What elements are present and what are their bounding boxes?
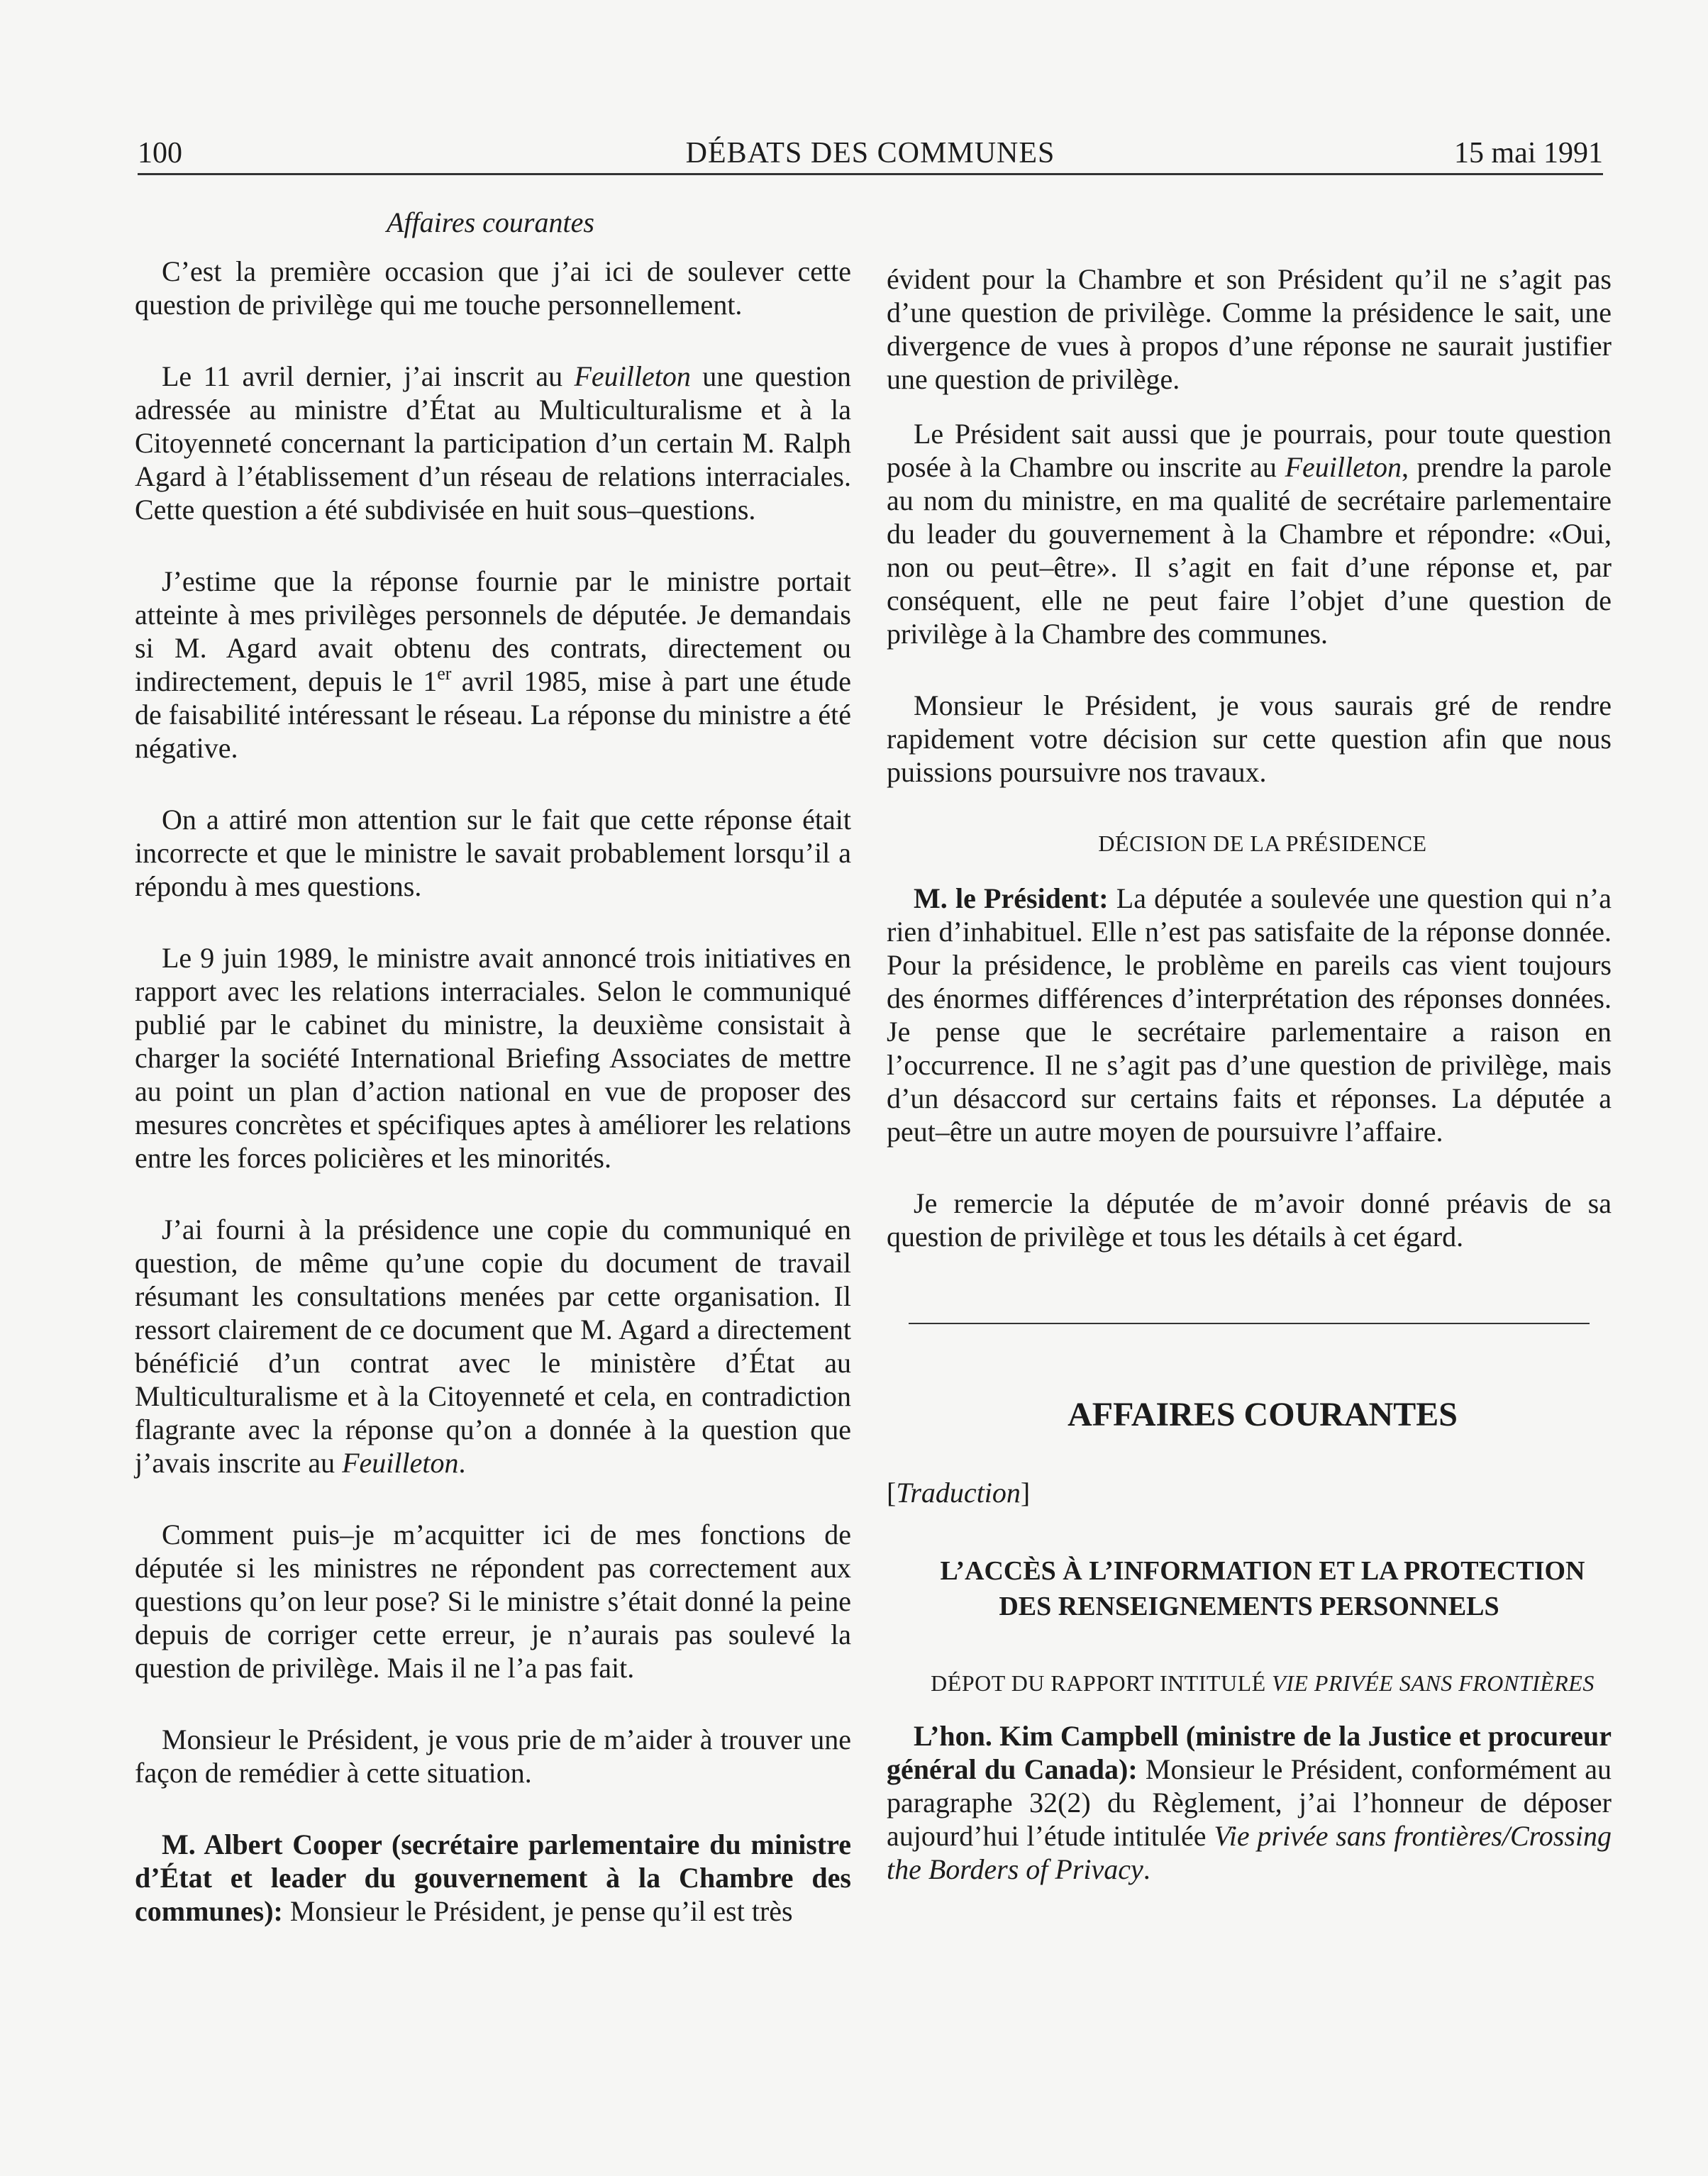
paragraph: Le 11 avril dernier, j’ai inscrit au Feuilleton une question adressée au ministre d’État au Multiculturalisme et à la Citoyenneté concernant la participation d’un certain M. Ralph Agard à l’établissement d’un réseau de relations interraciales. Cette question a été subdivisée en huit sous–questions. bbox=[135, 360, 851, 526]
paragraph: Monsieur le Président, je vous prie de m’aider à trouver une façon de remédier à cette situation. bbox=[135, 1723, 851, 1789]
paragraph: J’estime que la réponse fournie par le ministre portait atteinte à mes privilèges personnels de députée. Je demandais si M. Agard avait obtenu des contrats, directement ou indirectement, depuis le 1er avril 1985, mise à part une étude de faisabilité intéressant le réseau. La réponse du ministre a été négative. bbox=[135, 565, 851, 764]
speaker-name: M. le Président: bbox=[914, 882, 1109, 914]
paragraph: Comment puis–je m’acquitter ici de mes fonctions de députée si les ministres ne répondent pas correctement aux questions qu’on leur pose? Si le ministre s’était donné la peine depuis de corriger cette erreur, je n’aurais pas soulevé la question de privilège. Mais il ne l’a pas fait. bbox=[135, 1519, 851, 1684]
paragraph: L’hon. Kim Campbell (ministre de la Justice et procureur général du Canada): Monsieur le Président, conformément au paragraphe 32(2) du Règlement, j’ai l’honneur de déposer aujourd’hui l’étude intitulée Vie privée sans frontières/Crossing the Borders of Privacy. bbox=[887, 1720, 1612, 1885]
paragraph: Le Président sait aussi que je pourrais, pour toute question posée à la Chambre ou inscrite au Feuilleton, prendre la parole au nom du ministre, en ma qualité de secrétaire parlementaire du leader du gouvernement à la Chambre et répondre: «Oui, non ou peut–être». Il s’agit en fait d’une réponse et, par conséquent, elle ne peut faire l’objet d’une question de privilège à la Chambre des communes. bbox=[887, 418, 1612, 650]
publication-title: DÉBATS DES COMMUNES bbox=[685, 137, 1055, 170]
topic-heading: L’ACCÈS À L’INFORMATION ET LA PROTECTION DES RENSEIGNEMENTS PERSONNELS bbox=[940, 1556, 1585, 1621]
page-number: 100 bbox=[138, 137, 182, 170]
section-heading: Affaires courantes bbox=[387, 206, 594, 238]
translation-tag: [Traduction] bbox=[887, 1477, 1031, 1509]
paragraph: Le 9 juin 1989, le ministre avait annoncé trois initiatives en rapport avec les relations interraciales. Selon le communiqué publié par le cabinet du ministre, la deuxième consistait à charger la société International Briefing Associates de mettre au point un plan d’action national en vue de proposer des mesures concrètes et spécifiques aptes à améliorer les relations entre les forces policières et les minorités. bbox=[135, 942, 851, 1174]
paragraph: Monsieur le Président, je vous saurais gré de rendre rapidement votre décision sur cette question afin que nous puissions poursuivre nos travaux. bbox=[887, 689, 1612, 788]
paragraph: Je remercie la députée de m’avoir donné préavis de sa question de privilège et tous les détails à cet égard. bbox=[887, 1187, 1612, 1253]
right-column bbox=[887, 262, 1612, 1886]
publication-date: 15 mai 1991 bbox=[1454, 137, 1603, 170]
paragraph: évident pour la Chambre et son Président qu’il ne s’agit pas d’une question de privilège. Comme la présidence le sait, une divergence de vues à propos d’une réponse ne saurait justifier une question de privilège. bbox=[887, 263, 1612, 395]
left-column bbox=[135, 206, 851, 1928]
speaker-name: M. Albert Cooper (secrétaire parlementaire du ministre d’État et leader du gouvernement à la Chambre des communes): bbox=[135, 1828, 851, 1927]
ruling-heading: DÉCISION DE LA PRÉSIDENCE bbox=[1098, 831, 1427, 856]
speaker-name: L’hon. Kim Campbell (ministre de la Justice et procureur général du Canada): bbox=[887, 1720, 1612, 1785]
sub-heading: DÉPOT DU RAPPORT INTITULÉ VIE PRIVÉE SANS FRONTIÈRES bbox=[931, 1670, 1595, 1696]
header-rule bbox=[138, 173, 1603, 175]
paragraph: C’est la première occasion que j’ai ici de soulever cette question de privilège qui me touche personnellement. bbox=[135, 255, 851, 321]
paragraph: M. Albert Cooper (secrétaire parlementaire du ministre d’État et leader du gouvernement à la Chambre des communes): Monsieur le Président, je pense qu’il est très bbox=[135, 1828, 851, 1927]
page-header bbox=[138, 133, 1603, 173]
paragraph: On a attiré mon attention sur le fait que cette réponse était incorrecte et que le ministre le savait probablement lorsqu’il a répondu à mes questions. bbox=[135, 804, 851, 902]
section-title: AFFAIRES COURANTES bbox=[1068, 1396, 1458, 1433]
paragraph: J’ai fourni à la présidence une copie du communiqué en question, de même qu’une copie du document de travail résumant les consultations menées par cette organisation. Il ressort clairement de ce document que M. Agard a directement bénéficié d’un contrat avec le ministère d’État au Multiculturalisme et à la Citoyenneté et cela, en contradiction flagrante avec la réponse qu’on a donnée à la question que j’avais inscrite au Feuilleton. bbox=[135, 1214, 851, 1479]
paragraph: M. le Président: La députée a soulevée une question qui n’a rien d’inhabituel. Elle n’est pas satisfaite de la réponse donnée. Pour la présidence, le problème en pareils cas vient toujours des énormes différences d’interprétation des réponses données. Je pense que le secrétaire parlementaire a raison en l’occurrence. Il ne s’agit pas d’une question de privilège, mais d’un désaccord sur certains faits et réponses. La députée a peut–être un autre moyen de poursuivre l’affaire. bbox=[887, 882, 1612, 1148]
